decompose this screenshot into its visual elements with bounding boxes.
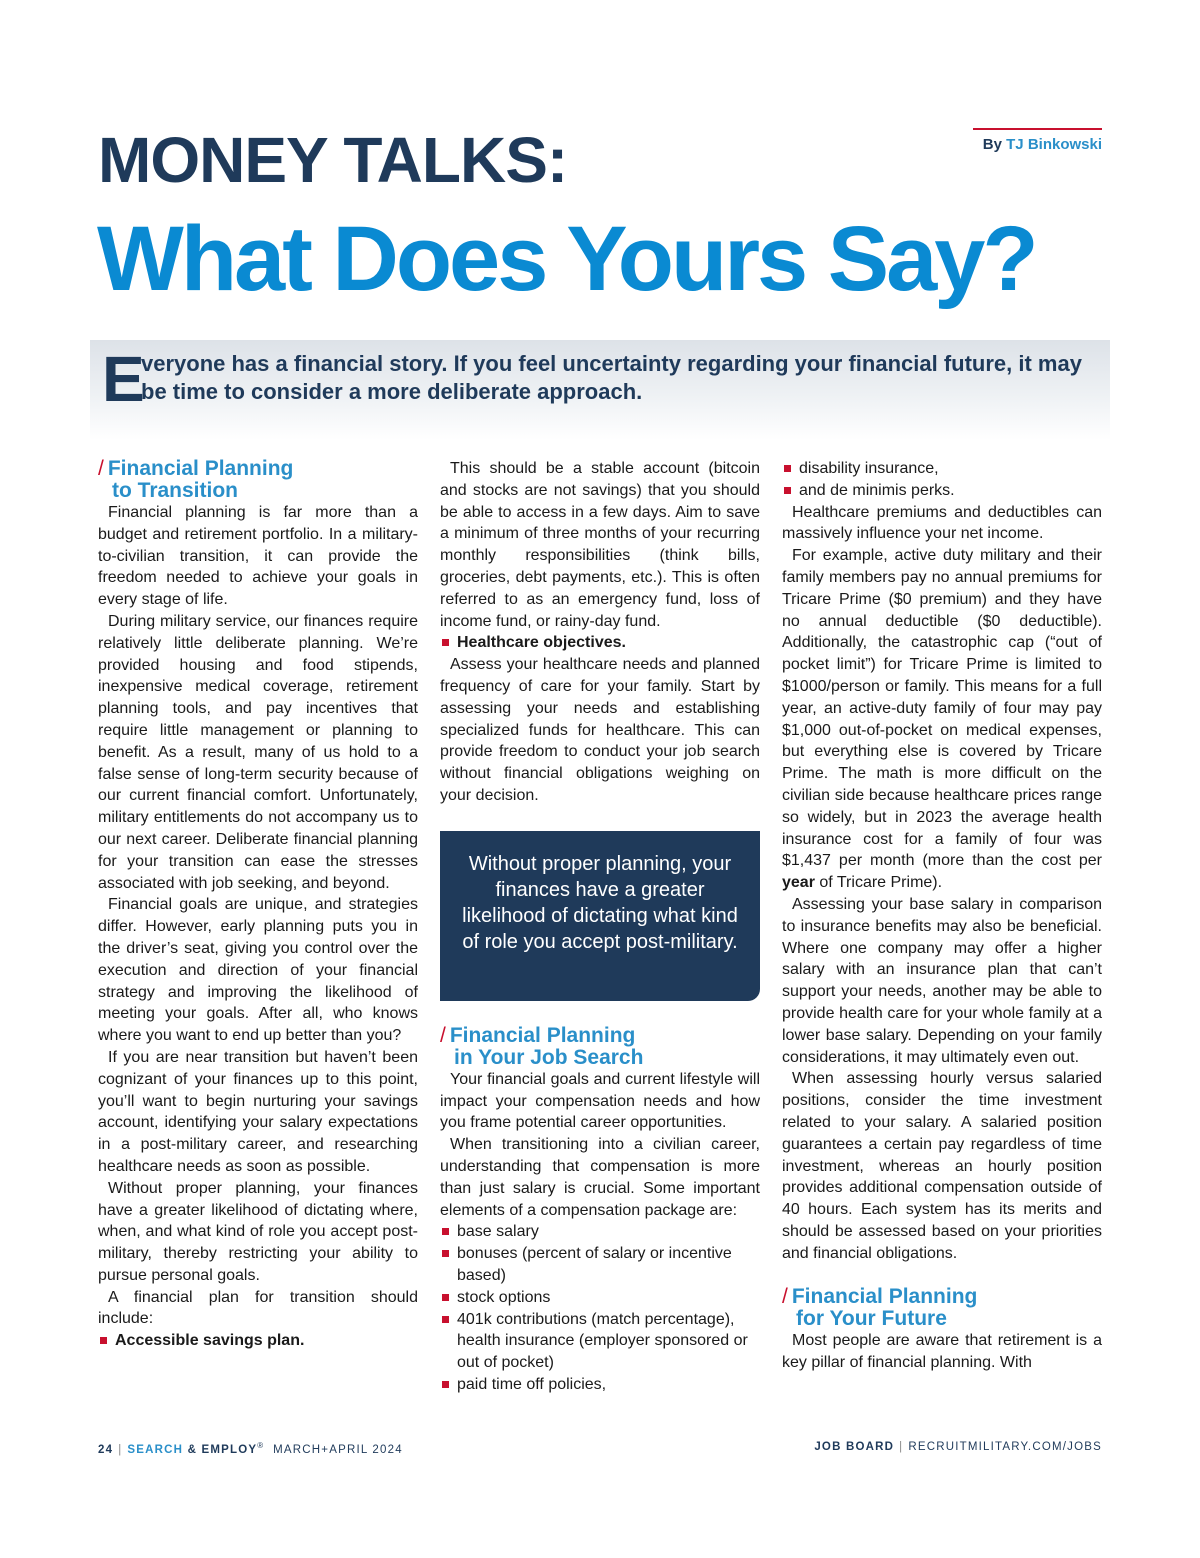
list-item [440, 1309, 760, 1374]
column-2 [440, 458, 760, 1396]
heading-line1: Financial Planning [107, 457, 294, 480]
list-item [440, 1287, 760, 1309]
paragraph: This should be a stable account (bitcoin and stocks are not savings) that you should be able to access in a few days. Aim to save a minimum of three months of your recurring monthly responsibilities (think bills, groceries, debt payments, etc.). This is often referred to as an emergency fund, loss of income fund, or rainy-day fund. [440, 460, 760, 630]
paragraph-text: For example, active duty military and their family members pay no annual premiums for Tricare Prime ($0 premium) and they have no annual deductible ($0 deductible). Additionally, the catastrophic cap (“out of pocket limit”) for Tricare Prime is limited to $1000/person or family. This means for a full year, an active-duty family of four may pay $1,000 out-of-pocket on medical expenses, but everything else is covered by Tricare Prime. The math is more difficult on the civilian side because healthcare prices range so widely, but in 2023 the average health insurance cost for a family of four was $1,437 per month (more than the cost per [782, 547, 1102, 870]
bullet-square-icon [784, 465, 791, 472]
bullet-square-icon [784, 487, 791, 494]
list-item [440, 1243, 760, 1287]
paragraph: When assessing hourly versus salaried positions, consider the time investment related to your salary. A salaried position guarantees a certain pay regardless of time investment, whereas an hourly position provides additional compensation outside of 40 hours. Each system has its merits and should be assessed based on your priorities and financial obligations. [782, 1070, 1102, 1262]
bullet-square-icon [442, 1294, 449, 1301]
section-heading-future [782, 1286, 1102, 1330]
footer-separator: | [118, 1443, 123, 1456]
section-heading-transition [98, 458, 418, 502]
drop-cap: E [102, 343, 145, 415]
bullet-square-icon [100, 1337, 107, 1344]
paragraph: Without proper planning, your finances have a greater likelihood of dictating where, when, and what kind of role you accept post-military, thereby restricting your ability to pursue personal goals. [98, 1179, 418, 1284]
list-item-text: and de minimis perks. [799, 481, 955, 499]
pull-quote: Without proper planning, your finances have a greater likelihood of dictating what kind of role you accept post-military. [440, 831, 760, 1001]
byline-author: TJ Binkowski [1006, 136, 1102, 153]
footer-separator: | [899, 1441, 904, 1453]
website-url: RECRUITMILITARY.COM/JOBS [908, 1441, 1102, 1453]
bullet-square-icon [442, 1250, 449, 1257]
footer-right [814, 1441, 1102, 1453]
paragraph: Assess your healthcare needs and planned frequency of care for your family. Start by assessing your needs and establishing specialized funds for healthcare. This can provide freedom to conduct your job search without financial obligations weighing on your decision. [440, 656, 760, 804]
paragraph: When transitioning into a civilian career, understanding that compensation is more than just salary is crucial. Some important elements of a compensation package are: [440, 1136, 760, 1219]
list-item-text: base salary [457, 1223, 539, 1241]
bullet-square-icon [442, 1316, 449, 1323]
section-heading-job-search [440, 1025, 760, 1069]
paragraph: Financial goals are unique, and strategies differ. However, early planning puts you in the driver’s seat, giving you control over the execution and direction of your financial strategy and improving the likelihood of meeting your goals. After all, who knows where you want to end up better than you? [98, 896, 418, 1045]
heading-line2: to Transition [112, 479, 238, 502]
bullet-square-icon [442, 1228, 449, 1235]
paragraph: Financial planning is far more than a budget and retirement portfolio. In a military-to-civilian transition, it can provide the freedom needed to achieve your goals in every stage of life. [98, 504, 418, 609]
title-line2: What Does Yours Say? [97, 208, 1036, 310]
bullet-list [440, 632, 760, 654]
heading-line2: for Your Future [796, 1307, 947, 1331]
magazine-name: SEARCH [127, 1443, 184, 1456]
paragraph: If you are near transition but haven’t been cognizant of your finances up to this point, you’ll want to begin nurturing your savings account, identifying your salary expectations in a post-military career, and researching healthcare needs as soon as possible. [98, 1048, 418, 1175]
bullet-list [782, 458, 1102, 502]
page-number: 24 [98, 1443, 114, 1456]
title-line1: MONEY TALKS: [98, 124, 568, 196]
slash-mark: / [440, 1023, 446, 1047]
paragraph: A financial plan for transition should include: [98, 1288, 418, 1328]
bullet-list [440, 1221, 760, 1395]
list-item [440, 1374, 760, 1396]
heading-line1: Financial Planning [449, 1023, 636, 1047]
registered-mark: ® [257, 1441, 265, 1450]
paragraph: Assessing your base salary in comparison to insurance benefits may also be beneficial. Where one company may offer a higher salary with an insurance plan that can’t support your needs, another may be able to provide health care for your whole family at a lower base salary. Depending on your family considerations, it may ultimately even out. [782, 895, 1102, 1066]
paragraph: During military service, our finances require relatively little deliberate planning. We’re provided housing and food stipends, inexpensive medical coverage, retirement planning tools, and pay incentives that require little management or planning to benefit. As a result, many of us hold to a false sense of long-term security because of our current financial comfort. Unfortunately, military entitlements do not accompany us to our next career. Deliberate financial planning for your transition can ease the stresses associated with job seeking, and beyond. [98, 612, 418, 892]
heading-line1: Financial Planning [791, 1285, 978, 1309]
column-3 [782, 458, 1102, 1374]
byline-prefix: By [982, 136, 1002, 153]
intro-box [90, 340, 1110, 440]
list-item [440, 1221, 760, 1243]
magazine-name-2: & EMPLOY [187, 1443, 258, 1456]
intro-text: veryone has a financial story. If you feel uncertainty regarding your financial future, it may be time to consider a more deliberate approach. [141, 351, 1082, 404]
byline [973, 128, 1102, 153]
list-item [782, 458, 1102, 480]
list-item-text: bonuses (percent of salary or incentive based) [457, 1245, 732, 1284]
list-item [98, 1330, 418, 1352]
list-item [782, 480, 1102, 502]
list-item-text: stock options [457, 1288, 551, 1306]
bullet-list [98, 1330, 418, 1352]
paragraph [782, 545, 1102, 894]
slash-mark: / [98, 457, 104, 480]
list-item-text: paid time off policies, [457, 1375, 607, 1393]
paragraph: Healthcare premiums and deductibles can massively influence your net income. [782, 503, 1102, 543]
paragraph: Most people are aware that retirement is a key pillar of financial planning. With [782, 1332, 1102, 1372]
list-item-text: Healthcare objectives. [457, 634, 626, 652]
footer-left [98, 1441, 403, 1456]
bullet-square-icon [442, 639, 449, 646]
list-item [440, 632, 760, 654]
list-item-text: Accessible savings plan. [115, 1332, 305, 1350]
slash-mark: / [782, 1285, 788, 1309]
list-item-text: 401k contributions (match percentage), health insurance (employer sponsored or out of pocket) [457, 1310, 748, 1372]
heading-line2: in Your Job Search [454, 1045, 644, 1069]
paragraph: Your financial goals and current lifestyle will impact your compensation needs and how you frame potential career opportunities. [440, 1070, 760, 1132]
list-item-text: disability insurance, [799, 460, 939, 477]
section-label: JOB BOARD [814, 1441, 895, 1453]
paragraph-text: of Tricare Prime). [819, 874, 943, 892]
column-1 [98, 458, 418, 1352]
paragraph-emphasis: year [782, 874, 815, 892]
issue-date: MARCH+APRIL 2024 [273, 1443, 403, 1456]
bullet-square-icon [442, 1381, 449, 1388]
